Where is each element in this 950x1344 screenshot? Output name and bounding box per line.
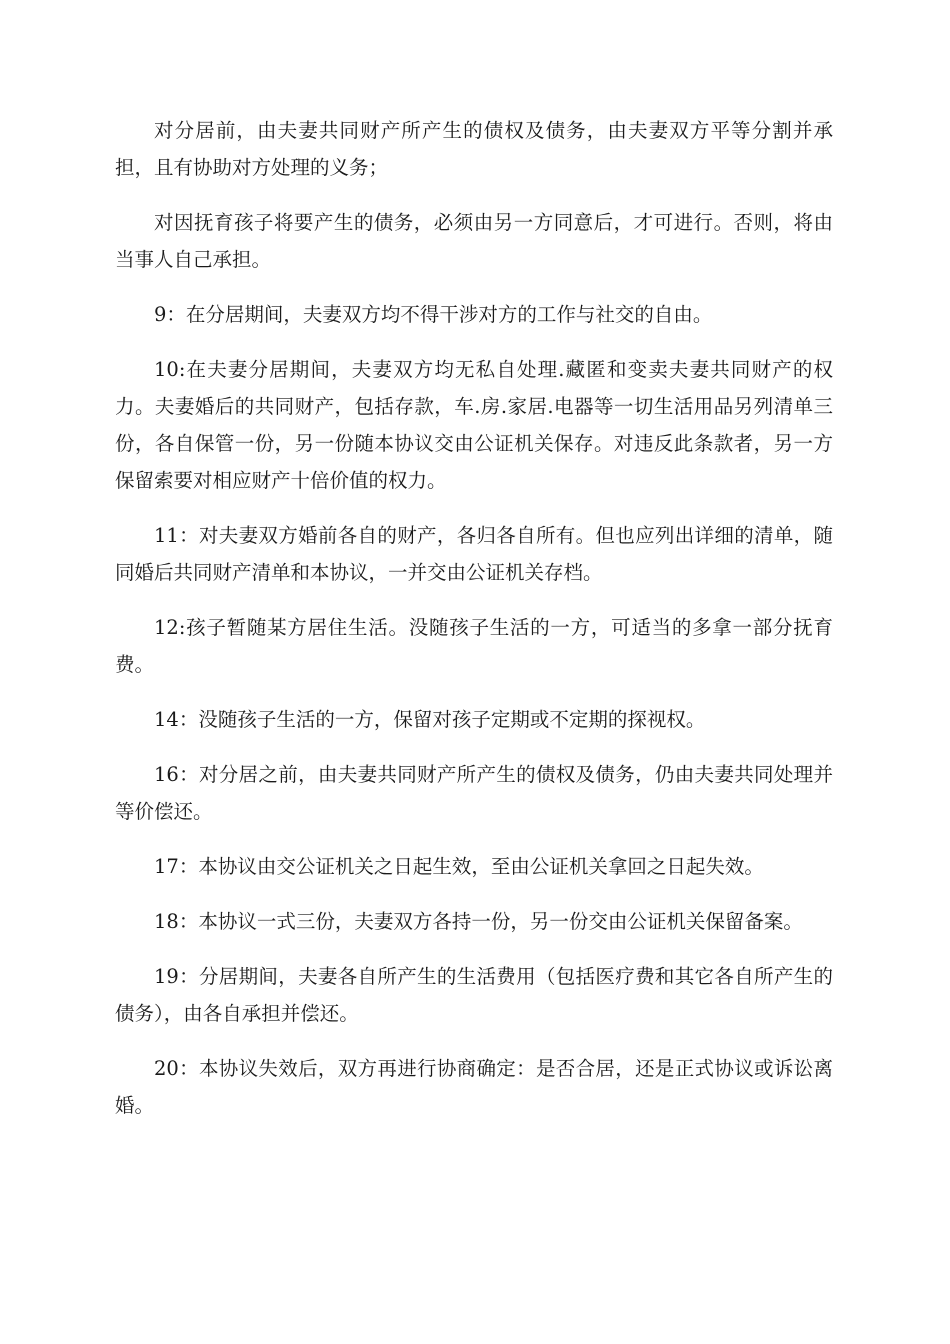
paragraph-clause-17: 17：本协议由交公证机关之日起生效，至由公证机关拿回之日起失效。 — [154, 855, 764, 878]
paragraph-clause-20: 20：本协议失效后，双方再进行协商确定：是否合居，还是正式协议或诉讼离婚。 — [115, 1057, 833, 1117]
paragraph-clause-14: 14：没随孩子生活的一方，保留对孩子定期或不定期的探视权。 — [154, 708, 706, 731]
paragraph-clause-11: 11：对夫妻双方婚前各自的财产，各归各自所有。但也应列出详细的清单，随同婚后共同财产清单和本协议，一并交由公证机关存档。 — [115, 524, 833, 584]
paragraph-debt-before-separation: 对分居前，由夫妻共同财产所产生的债权及债务，由夫妻双方平等分割并承担，且有协助对方处理的义务； — [115, 119, 833, 179]
paragraph-clause-9: 9：在分居期间，夫妻双方均不得干涉对方的工作与社交的自由。 — [154, 303, 713, 326]
paragraph-clause-19: 19：分居期间，夫妻各自所产生的生活费用（包括医疗费和其它各自所产生的债务），由各自承担并偿还。 — [115, 965, 833, 1025]
paragraph-clause-18: 18：本协议一式三份，夫妻双方各持一份，另一份交由公证机关保留备案。 — [154, 910, 803, 933]
paragraph-clause-10: 10:在夫妻分居期间，夫妻双方均无私自处理.藏匿和变卖夫妻共同财产的权力。夫妻婚后的共同财产，包括存款，车.房.家居.电器等一切生活用品另列清单三份，各自保管一份，另一份随本协议交由公证机关保存。对违反此条款者，另一方保留索要对相应财产十倍价值的权力。 — [115, 358, 833, 492]
paragraph-clause-12: 12:孩子暂随某方居住生活。没随孩子生活的一方，可适当的多拿一部分抚育费。 — [115, 616, 833, 676]
paragraph-child-debt: 对因抚育孩子将要产生的债务，必须由另一方同意后，才可进行。否则，将由当事人自己承担。 — [115, 211, 833, 271]
document-body — [115, 112, 833, 1142]
paragraph-clause-16: 16：对分居之前，由夫妻共同财产所产生的债权及债务，仍由夫妻共同处理并等价偿还。 — [115, 763, 833, 823]
